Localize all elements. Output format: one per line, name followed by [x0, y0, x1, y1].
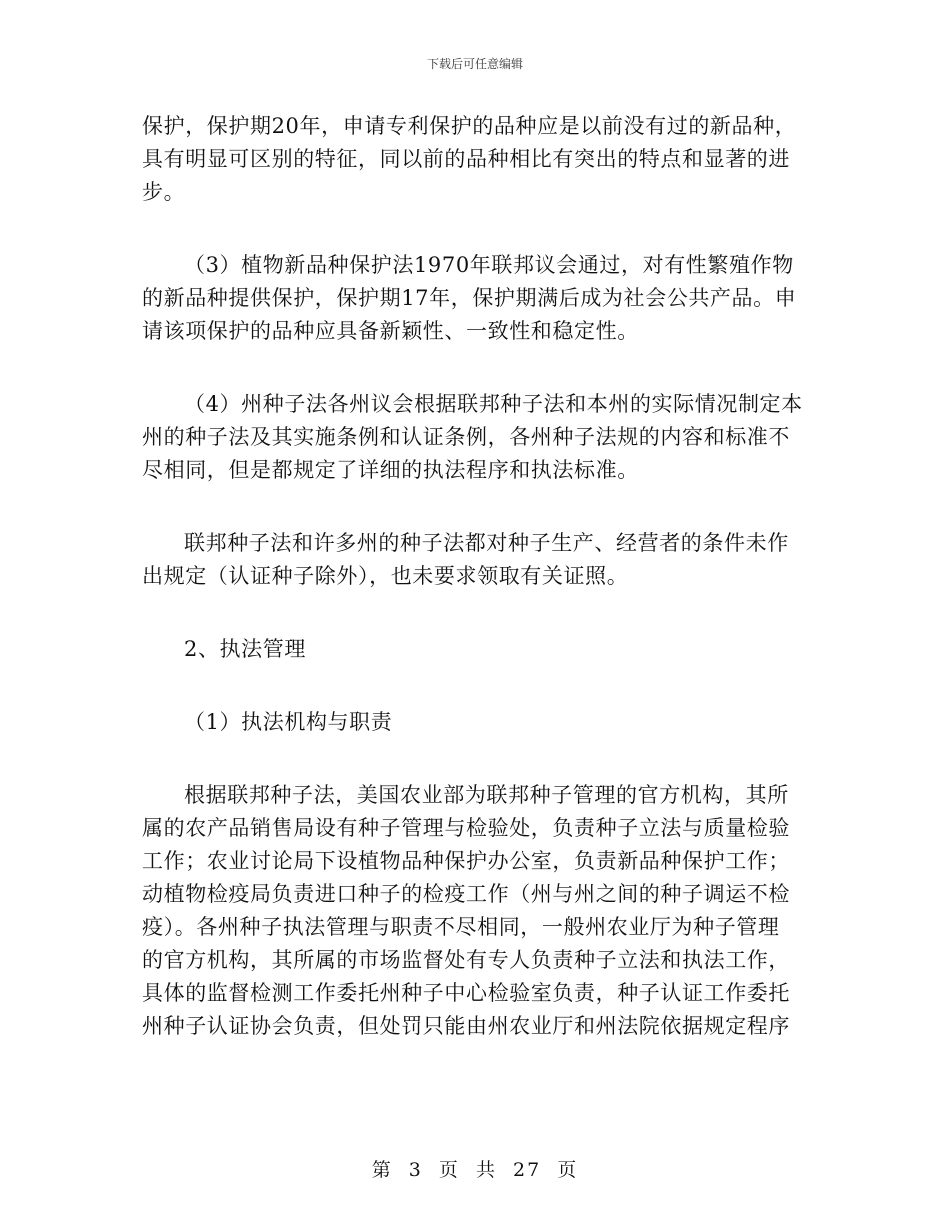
text-line: 请该项保护的品种应具备新颖性、一致性和稳定性。: [142, 319, 639, 343]
text-line: 工作；农业讨论局下设植物品种保护办公室，负责新品种保护工作；: [142, 849, 790, 873]
text-line: 州种子认证协会负责，但处罚只能由州农业厅和州法院依据规定程序: [142, 1014, 790, 1038]
text-line: （4）州种子法各州议会根据联邦种子法和本州的实际情况制定本: [184, 392, 803, 416]
text-line: 出规定（认证种子除外），也未要求领取有关证照。: [142, 564, 629, 588]
paragraph: [142, 779, 812, 1043]
paragraph: [142, 388, 812, 487]
section-heading: [142, 633, 812, 666]
footer-ye: 页: [557, 1159, 579, 1181]
text-line: 疫）。各州种子执法管理与职责不尽相同，一般州农业厅为种子管理: [142, 915, 780, 939]
footer-di: 第: [371, 1159, 393, 1181]
footer-gong: 共: [475, 1159, 497, 1181]
page-footer: [0, 1155, 950, 1182]
text-line: 尽相同，但是都规定了详细的执法程序和执法标准。: [142, 458, 639, 482]
text-line: 动植物检疫局负责进口种子的检疫工作（州与州之间的种子调运不检: [142, 882, 790, 906]
paragraph: [142, 249, 812, 348]
paragraph: [142, 110, 812, 209]
text-line: 的官方机构，其所属的市场监督处有专人负责种子立法和执法工作，: [142, 948, 790, 972]
total-pages: 27: [513, 1159, 542, 1181]
footer-ye: 页: [438, 1159, 460, 1181]
page-header: 下载后可任意编辑: [426, 57, 523, 71]
text-line: 联邦种子法和许多州的种子法都对种子生产、经营者的条件未作: [184, 531, 789, 555]
document-body: [142, 110, 812, 1043]
text-line: 具体的监督检测工作委托州种子中心检验室负责，种子认证工作委托: [142, 981, 790, 1005]
text-line: 步。: [142, 180, 186, 204]
page-number: 3: [408, 1159, 423, 1181]
paragraph: [142, 527, 812, 593]
text-line: 属的农产品销售局设有种子管理与检验处，负责种子立法与质量检验: [142, 816, 790, 840]
subsection-heading: [142, 706, 812, 739]
text-line: 具有明显可区别的特征，同以前的品种相比有突出的特点和显著的进: [142, 147, 790, 171]
text-line: 保护，保护期20年，申请专利保护的品种应是以前没有过的新品种，: [142, 114, 797, 138]
text-line: 2、执法管理: [184, 637, 306, 661]
text-line: （3）植物新品种保护法1970年联邦议会通过，对有性繁殖作物: [184, 253, 794, 277]
text-line: 州的种子法及其实施条例和认证条例，各州种子法规的内容和标准不: [142, 425, 790, 449]
text-line: （1）执法机构与职责: [184, 710, 393, 734]
text-line: 的新品种提供保护，保护期17年，保护期满后成为社会公共产品。申: [142, 286, 797, 310]
text-line: 根据联邦种子法，美国农业部为联邦种子管理的官方机构，其所: [184, 783, 789, 807]
